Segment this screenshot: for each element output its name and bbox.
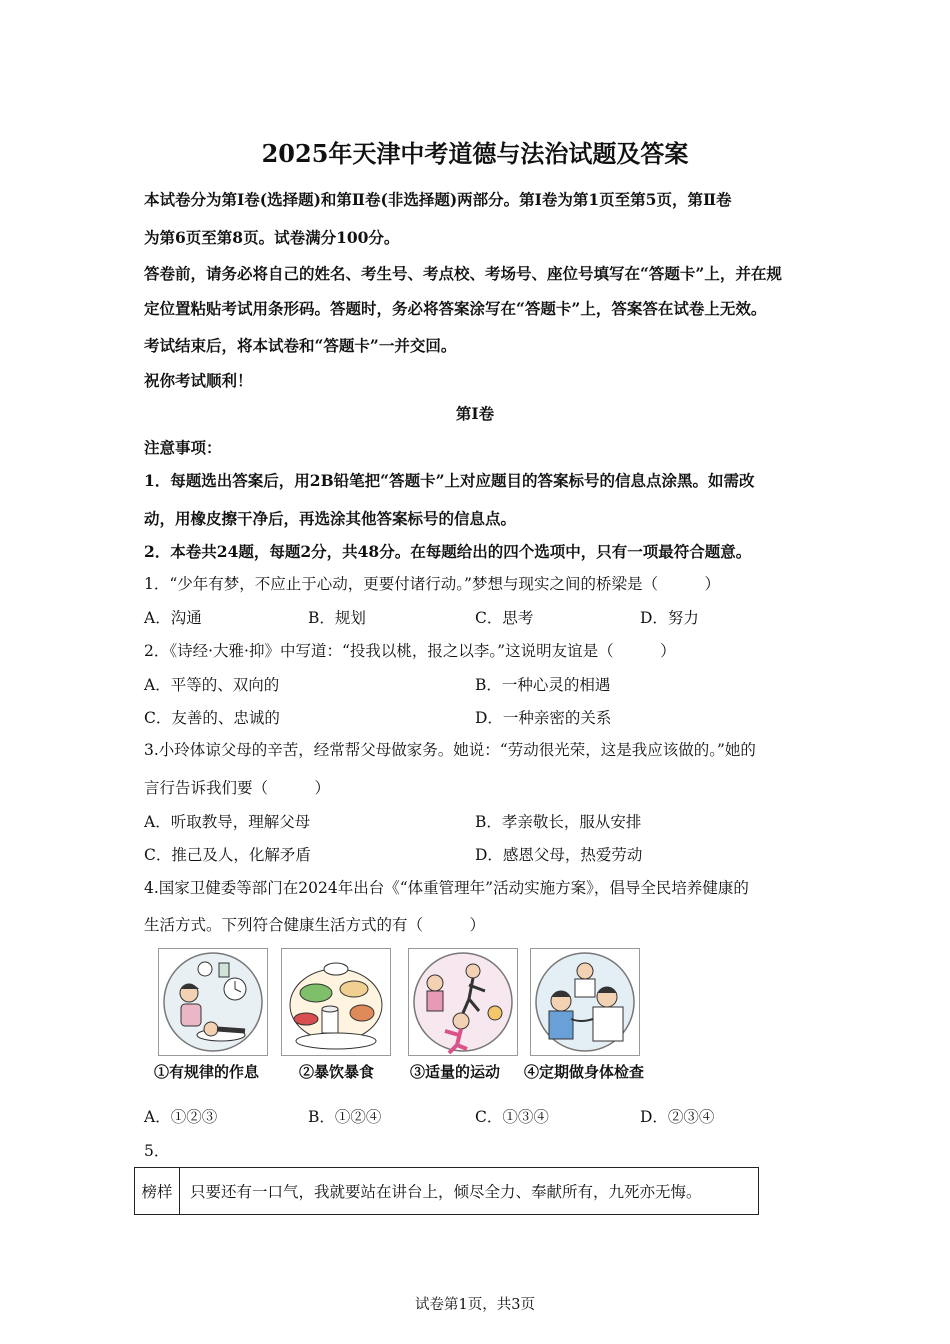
- notes-heading: 注意事项：: [144, 438, 222, 457]
- intro-line-1: 本试卷分为第Ⅰ卷(选择题)和第Ⅱ卷(非选择题)两部分。第Ⅰ卷为第1页至第5页，第Ⅱ卷: [144, 190, 732, 209]
- q3-option-d[interactable]: D．感恩父母，热爱劳动: [475, 846, 643, 864]
- q3-stem-line-2: 言行告诉我们要（ ）: [144, 779, 331, 797]
- q5-quote-cell: 只要还有一口气，我就要站在讲台上，倾尽全力、奉献所有，九死亦无悔。: [180, 1168, 759, 1215]
- q3-stem-line-1: 3.小玲体谅父母的辛苦，经常帮父母做家务。她说：“劳动很光荣，这是我应该做的。”她的: [144, 741, 756, 759]
- q3-option-c[interactable]: C．推己及人，化解矛盾: [144, 846, 311, 864]
- q3-option-a[interactable]: A．听取教导，理解父母: [144, 813, 311, 831]
- note-line-1: 1．每题选出答案后，用2B铅笔把“答题卡”上对应题目的答案标号的信息点涂黑。如需改: [144, 471, 755, 490]
- q2-option-c[interactable]: C．友善的、忠诚的: [144, 709, 280, 727]
- intro-line-5: 考试结束后，将本试卷和“答题卡”一并交回。: [144, 336, 457, 355]
- intro-line-2: 为第6页至第8页。试卷满分100分。: [144, 228, 400, 247]
- table-row: [135, 1168, 759, 1215]
- q1-option-d[interactable]: D．努力: [640, 609, 699, 627]
- illustration-exercise: [408, 948, 518, 1056]
- intro-line-6: 祝你考试顺利！: [144, 371, 253, 390]
- q2-stem: 2．《诗经·大雅·抑》中写道：“投我以桃，报之以李。”这说明友谊是（ ）: [144, 642, 676, 660]
- illustration-overeating: [281, 948, 391, 1056]
- note-line-3: 2．本卷共24题，每题2分，共48分。在每题给出的四个选项中，只有一项最符合题意。: [144, 542, 752, 561]
- q5-number: 5．: [144, 1142, 170, 1160]
- section-heading: 第Ⅰ卷: [455, 404, 495, 423]
- caption-2: ②暴饮暴食: [299, 1063, 375, 1081]
- note-line-2: 动，用橡皮擦干净后，再选涂其他答案标号的信息点。: [144, 509, 517, 528]
- q5-table: [134, 1167, 759, 1215]
- caption-1: ①有规律的作息: [154, 1063, 260, 1081]
- caption-4: ④定期做身体检查: [524, 1063, 645, 1081]
- q4-stem-line-1: 4.国家卫健委等部门在2024年出台《“体重管理年”活动实施方案》，倡导全民培养健康的: [144, 879, 749, 897]
- q1-option-a[interactable]: A．沟通: [144, 609, 202, 627]
- page-footer: 试卷第1页，共3页: [415, 1297, 535, 1313]
- q2-option-b[interactable]: B．一种心灵的相遇: [475, 676, 611, 694]
- q4-option-b[interactable]: B．①②④: [308, 1108, 382, 1126]
- illustration-regular-schedule: [158, 948, 268, 1056]
- q1-option-b[interactable]: B．规划: [308, 609, 366, 627]
- q3-option-b[interactable]: B．孝亲敬长，服从安排: [475, 813, 642, 831]
- illustration-medical-checkup: [530, 948, 640, 1056]
- document-title: 2025年天津中考道德与法治试题及答案: [261, 139, 689, 168]
- q4-stem-line-2: 生活方式。下列符合健康生活方式的有（ ）: [144, 916, 486, 934]
- q4-option-c[interactable]: C．①③④: [475, 1108, 549, 1126]
- caption-3: ③适量的运动: [410, 1063, 501, 1081]
- q2-option-d[interactable]: D．一种亲密的关系: [475, 709, 612, 727]
- intro-line-3: 答卷前，请务必将自己的姓名、考生号、考点校、考场号、座位号填写在“答题卡”上，并在规: [144, 264, 782, 283]
- q1-option-c[interactable]: C．思考: [475, 609, 534, 627]
- q5-label-cell: 榜样: [135, 1168, 180, 1215]
- q1-stem: 1．“少年有梦，不应止于心动，更要付诸行动。”梦想与现实之间的桥梁是（ ）: [144, 575, 720, 593]
- q4-option-d[interactable]: D．②③④: [640, 1108, 715, 1126]
- q4-option-a[interactable]: A．①②③: [144, 1108, 218, 1126]
- q2-option-a[interactable]: A．平等的、双向的: [144, 676, 280, 694]
- intro-line-4: 定位置粘贴考试用条形码。答题时，务必将答案涂写在“答题卡”上，答案答在试卷上无效。: [144, 299, 767, 318]
